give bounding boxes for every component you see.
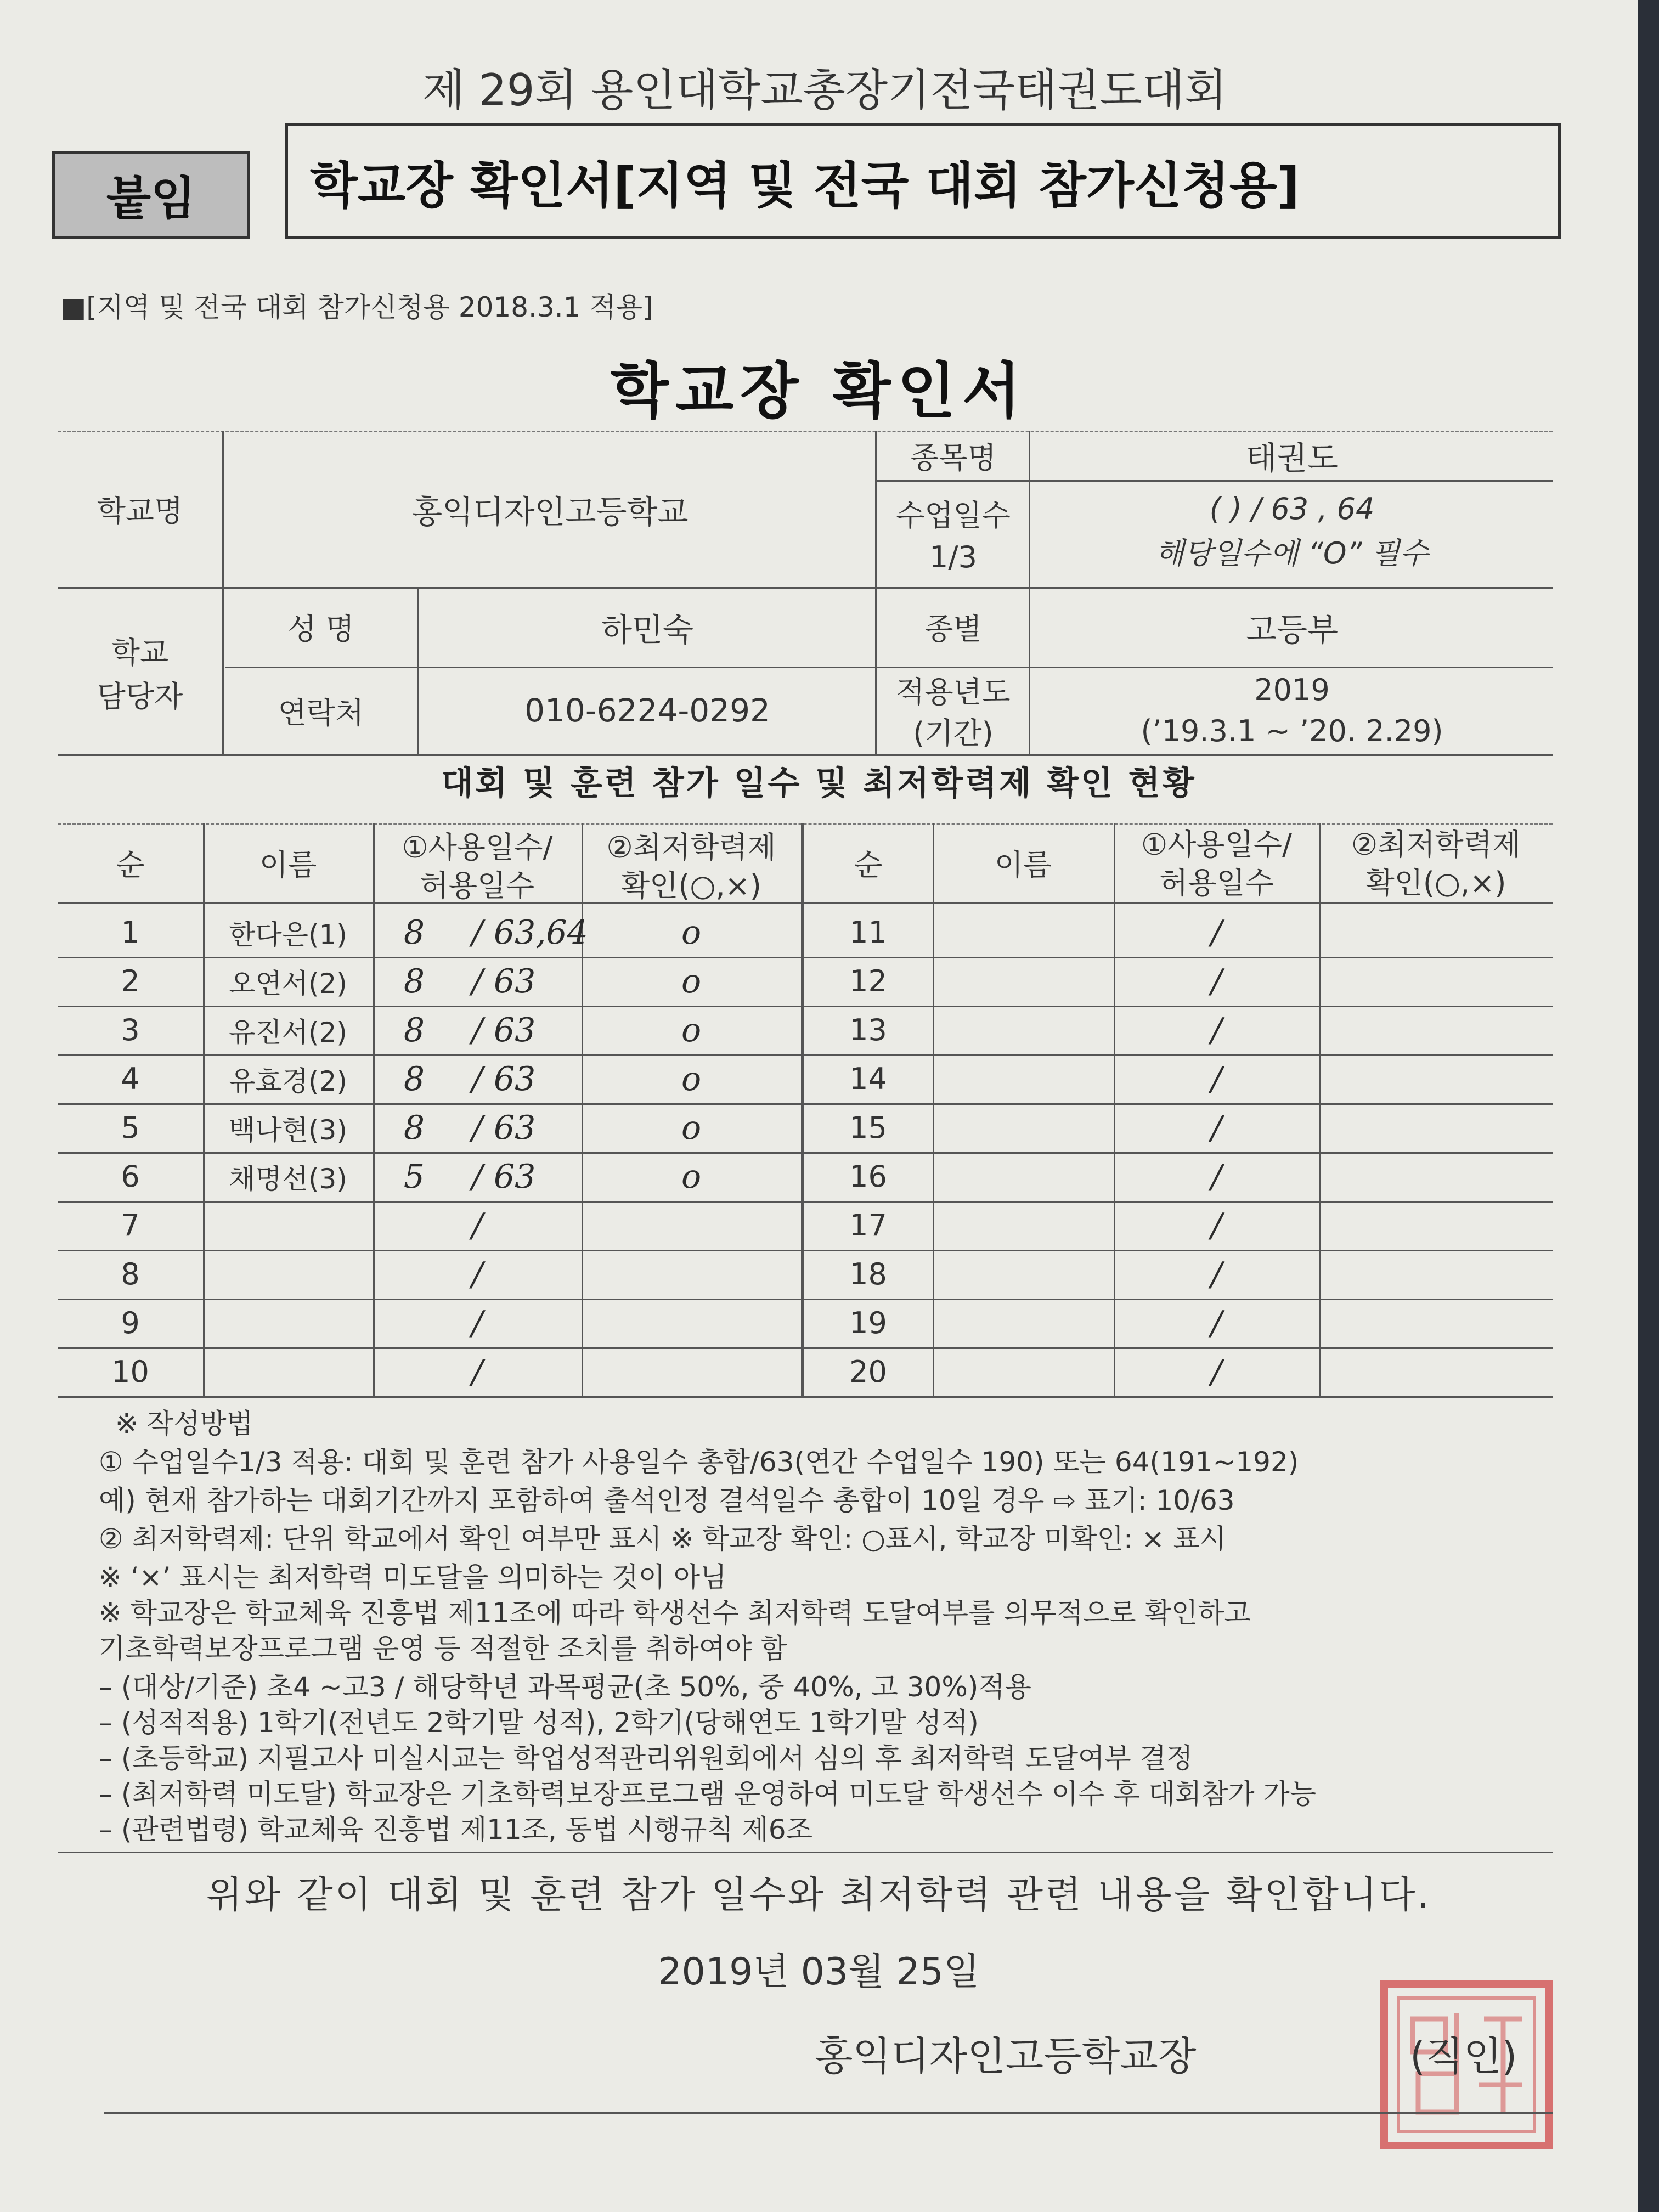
seal-label: (직인): [1410, 2033, 1517, 2079]
participant-name: [203, 1250, 373, 1299]
days-slash: /: [471, 1255, 483, 1294]
phone-label: 연락처: [278, 695, 364, 730]
note-line: ※ 학교장은 학교체육 진흥법 제11조에 따라 학생선수 최저학력 도달여부를 의무적으로 확인하고: [99, 1597, 1251, 1629]
row-number: 10: [111, 1355, 149, 1389]
school-name: 홍익디자인고등학교: [411, 493, 689, 531]
row-number-right: 16: [849, 1159, 887, 1194]
row-number-right: 15: [849, 1110, 887, 1145]
used-days: 5: [403, 1157, 425, 1196]
note-line: ② 최저학력제: 단위 학교에서 확인 여부만 표시 ※ 학교장 확인: ○표시, 학교장 미확인: × 표시: [99, 1523, 1227, 1555]
days-slash: /: [471, 1304, 483, 1342]
notes-heading: ※ 작성방법: [115, 1408, 253, 1440]
days-slash: /: [471, 1352, 483, 1391]
header-no: 순: [116, 848, 145, 882]
name-label: 성 명: [287, 612, 354, 646]
allowed-days: [494, 1250, 582, 1299]
row-number: 1: [121, 915, 140, 950]
days-slash: /: [471, 1206, 483, 1245]
sport-label: 종목명: [910, 440, 996, 475]
division: 고등부: [1245, 611, 1339, 648]
row-number: 4: [121, 1062, 140, 1096]
academic-check: o: [681, 1157, 702, 1196]
used-days: [384, 1299, 444, 1347]
info-line: [58, 754, 1553, 756]
used-days: 8: [403, 913, 425, 952]
used-days: [384, 1201, 444, 1250]
note-line: – (성적적용) 1학기(전년도 2학기말 성적), 2학기(당해연도 1학기말 성적): [99, 1707, 979, 1739]
notes-bottom-line: [58, 1852, 1553, 1853]
sport: 태권도: [1245, 439, 1339, 477]
allowed-days: [494, 1299, 582, 1347]
attachment-label: 붙임: [52, 151, 250, 239]
days-slash: /: [471, 1108, 483, 1147]
info-line: [875, 480, 1553, 482]
row-number-right: 14: [849, 1062, 887, 1096]
academic-check: o: [681, 1108, 702, 1147]
year-label: 적용년도: [896, 675, 1011, 709]
row-number-right: 12: [849, 964, 887, 998]
days-slash-right: /: [1211, 1304, 1222, 1342]
used-days: [384, 1250, 444, 1299]
row-number: 3: [121, 1013, 140, 1047]
header-check: ②최저학력제: [606, 830, 776, 865]
row-number-right: 17: [849, 1208, 887, 1243]
days-slash-right: /: [1211, 913, 1222, 952]
info-vline: [1029, 431, 1030, 754]
grid-vline: [373, 823, 375, 1396]
days-slash-right: /: [1211, 1108, 1222, 1147]
allowed-days: 63: [494, 1108, 536, 1147]
note-line: – (초등학교) 지필고사 미실시교는 학업성적관리위원회에서 심의 후 최저학력 도달여부 결정: [99, 1742, 1193, 1774]
days-slash-right: /: [1211, 1011, 1222, 1049]
allowed-days: [494, 1201, 582, 1250]
row-number: 9: [121, 1306, 140, 1340]
allowed-days: 63: [494, 1011, 536, 1049]
participant-name: [203, 1201, 373, 1250]
table-row-line: [58, 1396, 1553, 1398]
footer-bottom-line: [104, 2112, 1553, 2114]
academic-check: [582, 1299, 801, 1347]
used-days: [384, 1347, 444, 1396]
days-slash-right: /: [1211, 1157, 1222, 1196]
header-name: 이름: [259, 848, 317, 882]
class-days-label: 수업일수: [896, 498, 1011, 533]
row-number: 6: [121, 1159, 140, 1194]
grid-vline: [933, 823, 934, 1396]
allowed-days: [494, 1347, 582, 1396]
grid-vline: [1319, 823, 1321, 1396]
info-vline: [875, 431, 877, 754]
participant-name: 오연서(2): [229, 967, 347, 1000]
class-days-note: 해당일수에 “O” 필수: [1155, 536, 1429, 571]
confirm-statement: 위와 같이 대회 및 훈련 참가 일수와 최저학력 관련 내용을 확인합니다.: [206, 1874, 1432, 1917]
academic-check: [582, 1250, 801, 1299]
participant-name: 유진서(2): [229, 1016, 347, 1048]
allowed-days: 63: [494, 1059, 536, 1098]
division-label: 종별: [924, 612, 982, 646]
note-line: – (대상/기준) 초4 ~고3 / 해당학년 과목평균(초 50%, 중 40%, 고 30%)적용: [99, 1671, 1031, 1703]
header-name-right: 이름: [994, 848, 1052, 882]
row-number-right: 20: [849, 1355, 887, 1389]
academic-check: [582, 1201, 801, 1250]
header-days-right: ①사용일수/: [1141, 827, 1293, 862]
header-check-mark: 확인(○,×): [621, 868, 761, 903]
contact-group-label: 학교: [111, 635, 169, 670]
note-line: 기초학력보장프로그램 운영 등 적절한 조치를 취하여야 함: [99, 1633, 787, 1664]
participant-name: 한다은(1): [229, 918, 347, 951]
contact-phone: 010-6224-0292: [524, 692, 770, 729]
row-number: 2: [121, 964, 140, 998]
form-title: 학교장 확인서: [610, 356, 1028, 426]
header-check-mark-right: 확인(○,×): [1365, 865, 1506, 900]
info-vline: [417, 587, 419, 754]
row-number: 5: [121, 1110, 140, 1145]
note-line: – (최저학력 미도달) 학교장은 기초학력보장프로그램 운영하여 미도달 학생선수 이수 후 대회참가 가능: [99, 1778, 1317, 1810]
header-days-allowed: 허용일수: [420, 868, 535, 903]
info-vline: [222, 431, 224, 754]
academic-check: o: [681, 1059, 702, 1098]
participant-name: 채명선(3): [229, 1163, 347, 1195]
days-slash: /: [471, 1011, 483, 1049]
attachment-title: 학교장 확인서[지역 및 전국 대회 참가신청용]: [310, 157, 1300, 215]
contact-name: 하민숙: [601, 611, 694, 648]
days-slash-right: /: [1211, 1255, 1222, 1294]
row-number: 7: [121, 1208, 140, 1243]
form-note: ■[지역 및 전국 대회 참가신청용 2018.3.1 적용]: [60, 291, 653, 323]
allowed-days: 63: [494, 1157, 536, 1196]
participation-title: 대회 및 훈련 참가 일수 및 최저학력제 확인 현황: [441, 764, 1197, 803]
row-number-right: 18: [849, 1257, 887, 1291]
event-title: 제 29회 용인대학교총장기전국태권도대회: [422, 65, 1227, 116]
row-number: 8: [121, 1257, 140, 1291]
principal-signature: 홍익디자인고등학교장: [815, 2033, 1197, 2079]
header-check-right: ②최저학력제: [1351, 827, 1521, 862]
row-number-right: 13: [849, 1013, 887, 1047]
class-days-value: ( ) / 63 , 64: [1209, 492, 1375, 526]
academic-check: o: [681, 1011, 702, 1049]
used-days: 8: [403, 1011, 425, 1049]
days-slash-right: /: [1211, 1206, 1222, 1245]
issue-date: 2019년 03월 25일: [658, 1950, 980, 1994]
days-slash: /: [471, 962, 483, 1001]
days-slash-right: /: [1211, 1059, 1222, 1098]
days-slash: /: [471, 1157, 483, 1196]
class-days-label-fraction: 1/3: [929, 539, 977, 574]
used-days: 8: [403, 1059, 425, 1098]
days-slash: /: [471, 1059, 483, 1098]
academic-check: [582, 1347, 801, 1396]
participant-name: 백나현(3): [229, 1114, 347, 1146]
allowed-days: 63: [494, 962, 536, 1001]
note-line: – (관련법령) 학교체육 진흥법 제11조, 동법 시행규칙 제6조: [99, 1814, 812, 1846]
days-slash-right: /: [1211, 1352, 1222, 1391]
academic-check: o: [681, 913, 702, 952]
school-name-label: 학교명: [97, 494, 183, 528]
header-days: ①사용일수/: [402, 830, 553, 865]
note-line: 예) 현재 참가하는 대회기간까지 포함하여 출석인정 결석일수 총합이 10일 경우 ⇨ 표기: 10/63: [99, 1485, 1235, 1516]
header-no-right: 순: [854, 848, 883, 882]
participant-name: 유효경(2): [229, 1065, 347, 1097]
contact-group-label-2: 담당자: [97, 679, 183, 714]
note-line: ※ ‘×’ 표시는 최저학력 미도달을 의미하는 것이 아님: [99, 1561, 727, 1593]
academic-check: o: [681, 962, 702, 1001]
year: 2019: [1254, 673, 1330, 707]
row-number-right: 19: [849, 1306, 887, 1340]
year-period: (’19.3.1 ~ ’20. 2.29): [1141, 714, 1443, 748]
allowed-days: 63,64: [494, 913, 588, 952]
participant-name: [203, 1299, 373, 1347]
header-days-allowed-right: 허용일수: [1159, 865, 1274, 900]
used-days: 8: [403, 962, 425, 1001]
participant-name: [203, 1347, 373, 1396]
days-slash: /: [471, 913, 483, 952]
year-label-period: (기간): [913, 716, 994, 751]
used-days: 8: [403, 1108, 425, 1147]
note-line: ① 수업일수1/3 적용: 대회 및 훈련 참가 사용일수 총합/63(연간 수업일수 190) 또는 64(191~192): [99, 1446, 1299, 1478]
grid-header-line: [58, 902, 1553, 904]
days-slash-right: /: [1211, 962, 1222, 1001]
row-number-right: 11: [849, 915, 887, 950]
